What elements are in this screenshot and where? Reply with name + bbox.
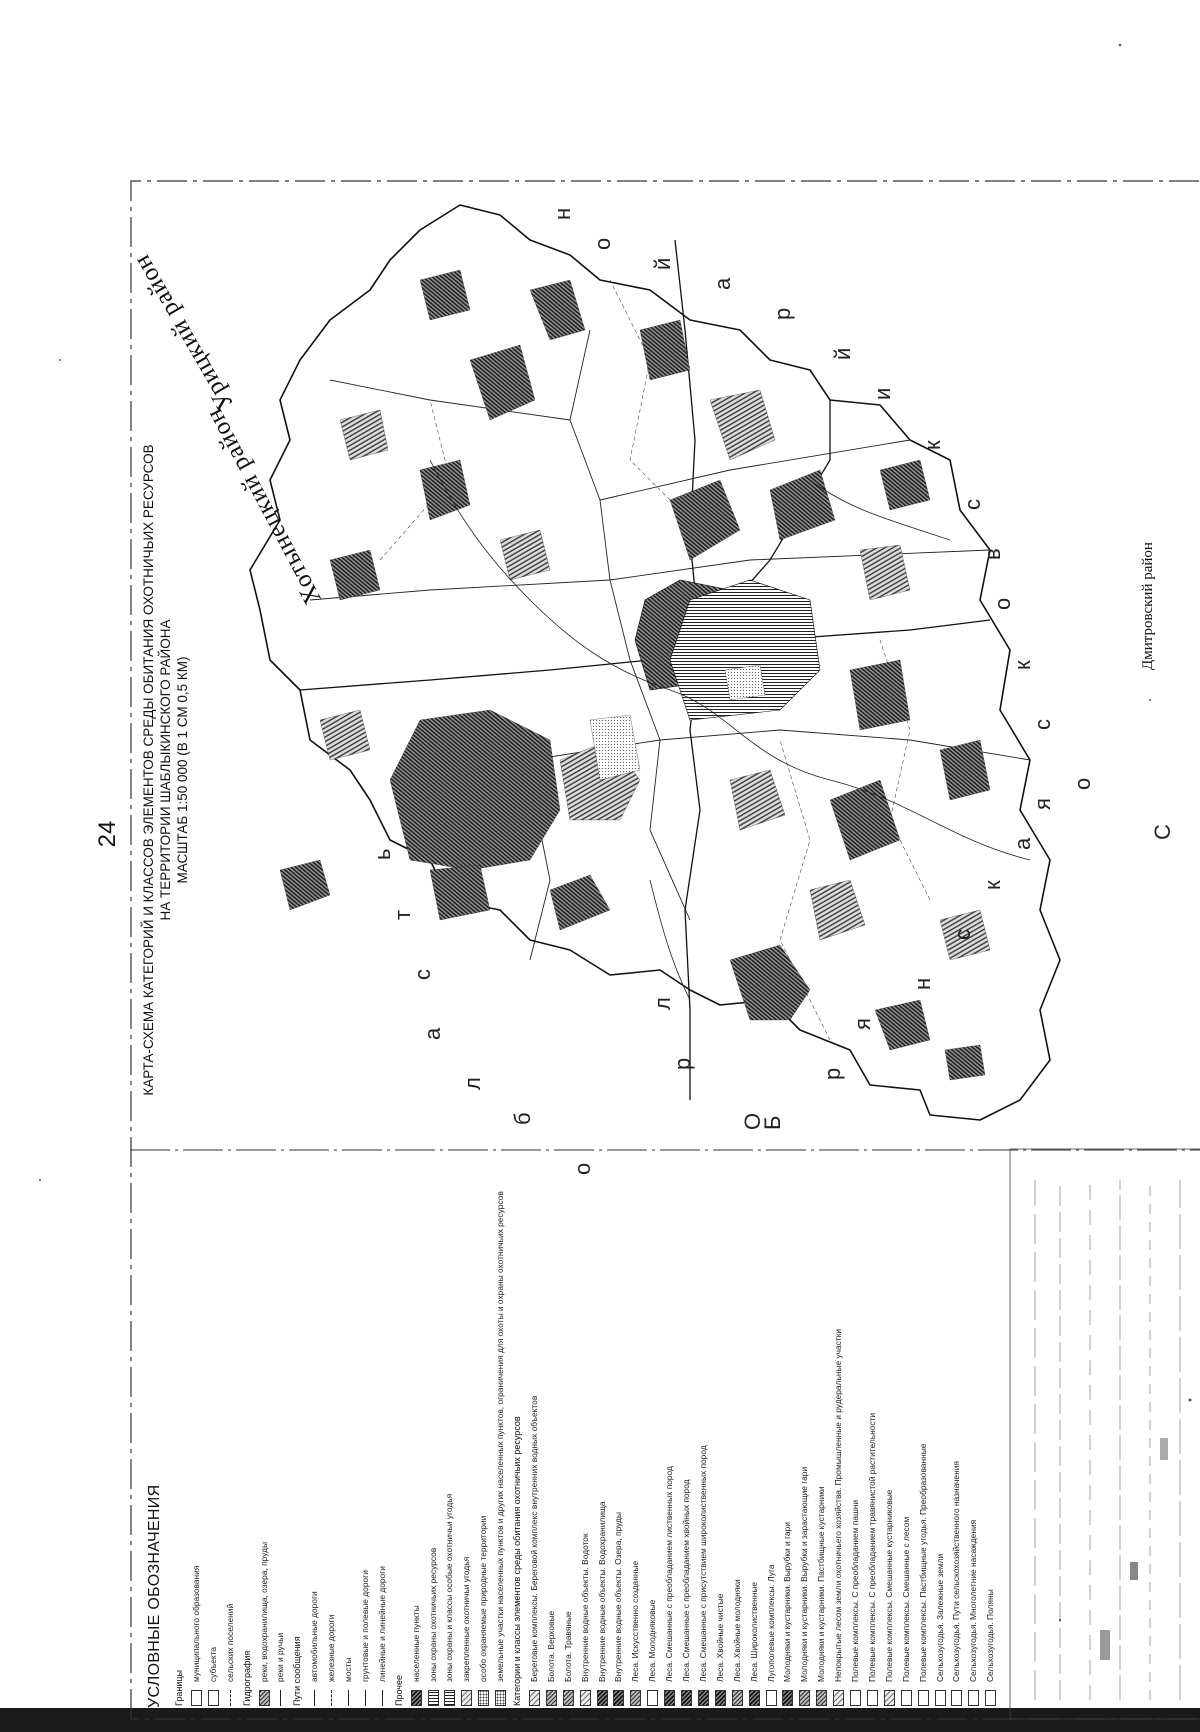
region-letter-south: в — [980, 548, 1005, 560]
legend-swatch — [698, 1690, 709, 1706]
region-letter-oblast: ь — [370, 848, 395, 860]
legend-item: Береговые комплексы. Береговой комплекс внутренних водных объектов — [528, 1395, 539, 1682]
region-letter-bryansk: с — [950, 929, 975, 940]
legend-title: УСЛОВНЫЕ ОБОЗНАЧЕНИЯ — [146, 1484, 163, 1708]
legend-item: Болота. Травяные — [562, 1611, 573, 1682]
legend-item: Гидрография — [241, 1650, 252, 1706]
region-letter-south: р — [770, 307, 795, 320]
district-label-uritsk: Урицкий район — [127, 249, 240, 416]
legend-item: Леса. Смешанные с присутствием широколиственных пород — [697, 1445, 708, 1682]
legend-swatch — [314, 1690, 315, 1706]
legend-item: Леса. Хвойные молодняки — [731, 1579, 742, 1682]
region-letter-bryansk: к — [980, 880, 1005, 890]
map-title-line-3: МАСШТАБ 1:50 000 (В 1 СМ 0,5 КМ) — [175, 656, 190, 884]
legend-item: реки и ручьи — [275, 1632, 286, 1682]
region-letter-south: а — [710, 277, 735, 290]
legend-item: муниципального образования — [190, 1565, 201, 1682]
legend-item: Сельхозугодья. Поляны — [985, 1589, 996, 1682]
legend-swatch — [935, 1690, 946, 1706]
legend-swatch — [563, 1690, 574, 1706]
legend-item: автомобильные дороги — [309, 1591, 320, 1682]
legend-swatch — [732, 1690, 743, 1706]
legend-swatch — [664, 1690, 675, 1706]
region-letter-bryansk: а — [1010, 837, 1035, 850]
region-letter-south: с — [960, 499, 985, 510]
legend-swatch — [365, 1690, 366, 1706]
legend-swatch — [478, 1690, 489, 1706]
region-letter-oblast: с — [410, 969, 435, 980]
legend-swatch — [816, 1690, 827, 1706]
legend-swatch — [951, 1690, 962, 1706]
legend-swatch — [331, 1690, 332, 1706]
region-letter-south: о — [990, 597, 1015, 610]
page-number: 24 — [94, 820, 121, 848]
region-letter-south: о — [590, 237, 615, 250]
region-letter-south: й — [830, 347, 855, 360]
legend-item: Сельхозугодья. Пути сельскохозяйственного назначения — [951, 1461, 962, 1682]
legend-swatch — [280, 1690, 281, 1706]
legend-item: Леса. Смешанные с преобладанием лиственных пород — [664, 1466, 675, 1682]
region-letter-south: С — [1150, 824, 1175, 840]
legend-item: населенные пункты — [410, 1605, 421, 1682]
region-letter-oblast: л — [460, 1077, 485, 1090]
region-letter-south: к — [920, 440, 945, 450]
legend-item: зоны охраны и классы особые охотничьи угодья — [444, 1493, 455, 1682]
legend-item: Леса. Молодняковые — [647, 1599, 658, 1682]
region-letter-oblast: а — [420, 1027, 445, 1040]
legend-item: Внутренние водные объекты. Водохранилища — [596, 1501, 607, 1682]
legend-item: Полевые комплексы. С преобладанием травянистой растительности — [866, 1412, 877, 1682]
legend-item: Полевые комплексы. Смешанные кустарниковые — [883, 1489, 894, 1682]
legend-item: железные дороги — [326, 1614, 337, 1682]
legend-swatch — [546, 1690, 557, 1706]
legend-item: Пути сообщения — [292, 1636, 303, 1706]
legend-swatch — [348, 1690, 349, 1706]
region-letter-south: и — [870, 387, 895, 400]
legend-item: сельских поселений — [224, 1603, 235, 1682]
legend — [136, 1150, 1006, 1720]
region-letter-south: о — [1070, 777, 1095, 790]
legend-swatch — [901, 1690, 912, 1706]
region-letter-north: р — [670, 1057, 695, 1070]
legend-swatch — [461, 1690, 472, 1706]
region-letter-south: н — [550, 207, 575, 220]
legend-item: Полевые комплексы. Смешанные с лесом — [900, 1516, 911, 1682]
legend-swatch — [749, 1690, 760, 1706]
legend-swatch — [985, 1690, 996, 1706]
region-letter-bryansk: Б — [760, 1115, 785, 1130]
legend-item: Непокрытые лесом земли охотничьего хозяйства. Промышленные и рудеральные участки — [833, 1328, 844, 1682]
region-letter-south: к — [1010, 660, 1035, 670]
legend-item: Болота. Верховые — [545, 1610, 556, 1682]
legend-item: грунтовые и полевые дороги — [359, 1570, 370, 1682]
legend-swatch — [529, 1690, 540, 1706]
district-label-dmitrovsk: Дмитровский район — [1140, 542, 1156, 670]
region-letter-south: й — [650, 257, 675, 270]
region-letter-oblast: б — [510, 1112, 535, 1125]
legend-item: Внутренние водные объекты. Озера, пруды — [613, 1512, 624, 1682]
map-title-line-2: НА ТЕРРИТОРИИ ШАБЛЫКИНСКОГО РАЙОНА — [158, 619, 173, 921]
region-letter-bryansk: я — [1030, 798, 1055, 810]
legend-swatch — [411, 1690, 422, 1706]
region-letter-bryansk: р — [820, 1067, 845, 1080]
legend-swatch — [259, 1690, 270, 1706]
legend-item: Леса. Широколиственные — [748, 1581, 759, 1682]
legend-swatch — [782, 1690, 793, 1706]
legend-swatch — [230, 1690, 231, 1706]
legend-item: Сельхозугодья. Залежные земли — [934, 1553, 945, 1682]
legend-item: Сельхозугодья. Многолетние насаждения — [968, 1519, 979, 1682]
legend-item: линейные и линейные дороги — [376, 1566, 387, 1682]
legend-item: Границы — [174, 1670, 184, 1706]
legend-item: Молодняки и кустарники. Пастбищные кустарники — [816, 1486, 827, 1682]
region-letter-oblast: о — [570, 1162, 595, 1175]
settlement-main — [635, 580, 820, 720]
legend-item: Внутренние водные объекты. Водоток — [579, 1533, 590, 1682]
legend-item: земельные участки населенных пунктов и других населенных пунктов, ограничения для охоты и охраны охотничьих ресурсов — [495, 1191, 506, 1682]
legend-item: Леса. Искусственно созданные — [630, 1560, 641, 1682]
legend-item: Молодняки и кустарники. Вырубки и зарастающие гари — [799, 1466, 810, 1682]
region-letter-bryansk: я — [850, 1018, 875, 1030]
legend-swatch — [647, 1690, 658, 1706]
scale-block — [1010, 1149, 1200, 1719]
legend-item: особо охраняемые природные территории — [478, 1515, 489, 1682]
region-letter-bryansk: н — [910, 977, 935, 990]
legend-item: Прочее — [393, 1675, 404, 1706]
legend-swatch — [382, 1690, 383, 1706]
legend-swatch — [850, 1690, 861, 1706]
legend-item: Леса. Смешанные с преобладанием хвойных пород — [681, 1479, 691, 1682]
legend-swatch — [884, 1690, 895, 1706]
legend-item: зоны охраны охотничьих ресурсов — [427, 1547, 438, 1682]
legend-swatch — [444, 1690, 455, 1706]
legend-swatch — [191, 1690, 202, 1706]
legend-swatch — [597, 1690, 608, 1706]
legend-swatch — [918, 1690, 929, 1706]
region-letter-north: л — [650, 997, 675, 1010]
legend-item: Лугополевые комплексы. Луга — [765, 1564, 776, 1682]
legend-swatch — [715, 1690, 726, 1706]
map-title-line-1: КАРТА-СХЕМА КАТЕГОРИЙ И КЛАССОВ ЭЛЕМЕНТОВ СРЕДЫ ОБИТАНИЯ ОХОТНИЧЬИХ РЕСУРСОВ — [141, 444, 156, 1096]
legend-swatch — [799, 1690, 810, 1706]
legend-item: Молодняки и кустарники. Вырубки и гари — [782, 1522, 793, 1682]
map-sheet — [127, 180, 1200, 1720]
legend-swatch — [766, 1690, 777, 1706]
legend-item: Полевые комплексы. Пастбищные угодья. Преобразованные — [917, 1443, 928, 1682]
district-label-khotynets: Хотынецкий район — [200, 403, 327, 609]
legend-item: реки, водохранилища, озера, пруды — [258, 1541, 269, 1682]
legend-item: Леса. Хвойные чистые — [714, 1593, 725, 1682]
legend-item: субъекта — [207, 1646, 218, 1682]
region-letter-north: О — [740, 1112, 765, 1130]
legend-item: Категории и классы элементов среды обитания охотничьих ресурсов — [512, 1416, 522, 1706]
legend-swatch — [428, 1690, 439, 1706]
region-letter-oblast: т — [390, 909, 415, 920]
legend-swatch — [495, 1690, 506, 1706]
legend-swatch — [968, 1690, 979, 1706]
legend-swatch — [208, 1690, 219, 1706]
legend-swatch — [580, 1690, 591, 1706]
legend-swatch — [833, 1690, 844, 1706]
map-area — [127, 180, 1200, 1160]
legend-swatch — [681, 1690, 692, 1706]
legend-swatch — [613, 1690, 624, 1706]
legend-swatch — [867, 1690, 878, 1706]
legend-item: мосты — [343, 1657, 353, 1682]
legend-item: закрепленные охотничьи угодья — [461, 1556, 472, 1682]
region-letter-south: с — [1030, 719, 1055, 730]
legend-swatch — [630, 1690, 641, 1706]
legend-item: Полевые комплексы. С преобладанием пашни — [850, 1499, 860, 1682]
